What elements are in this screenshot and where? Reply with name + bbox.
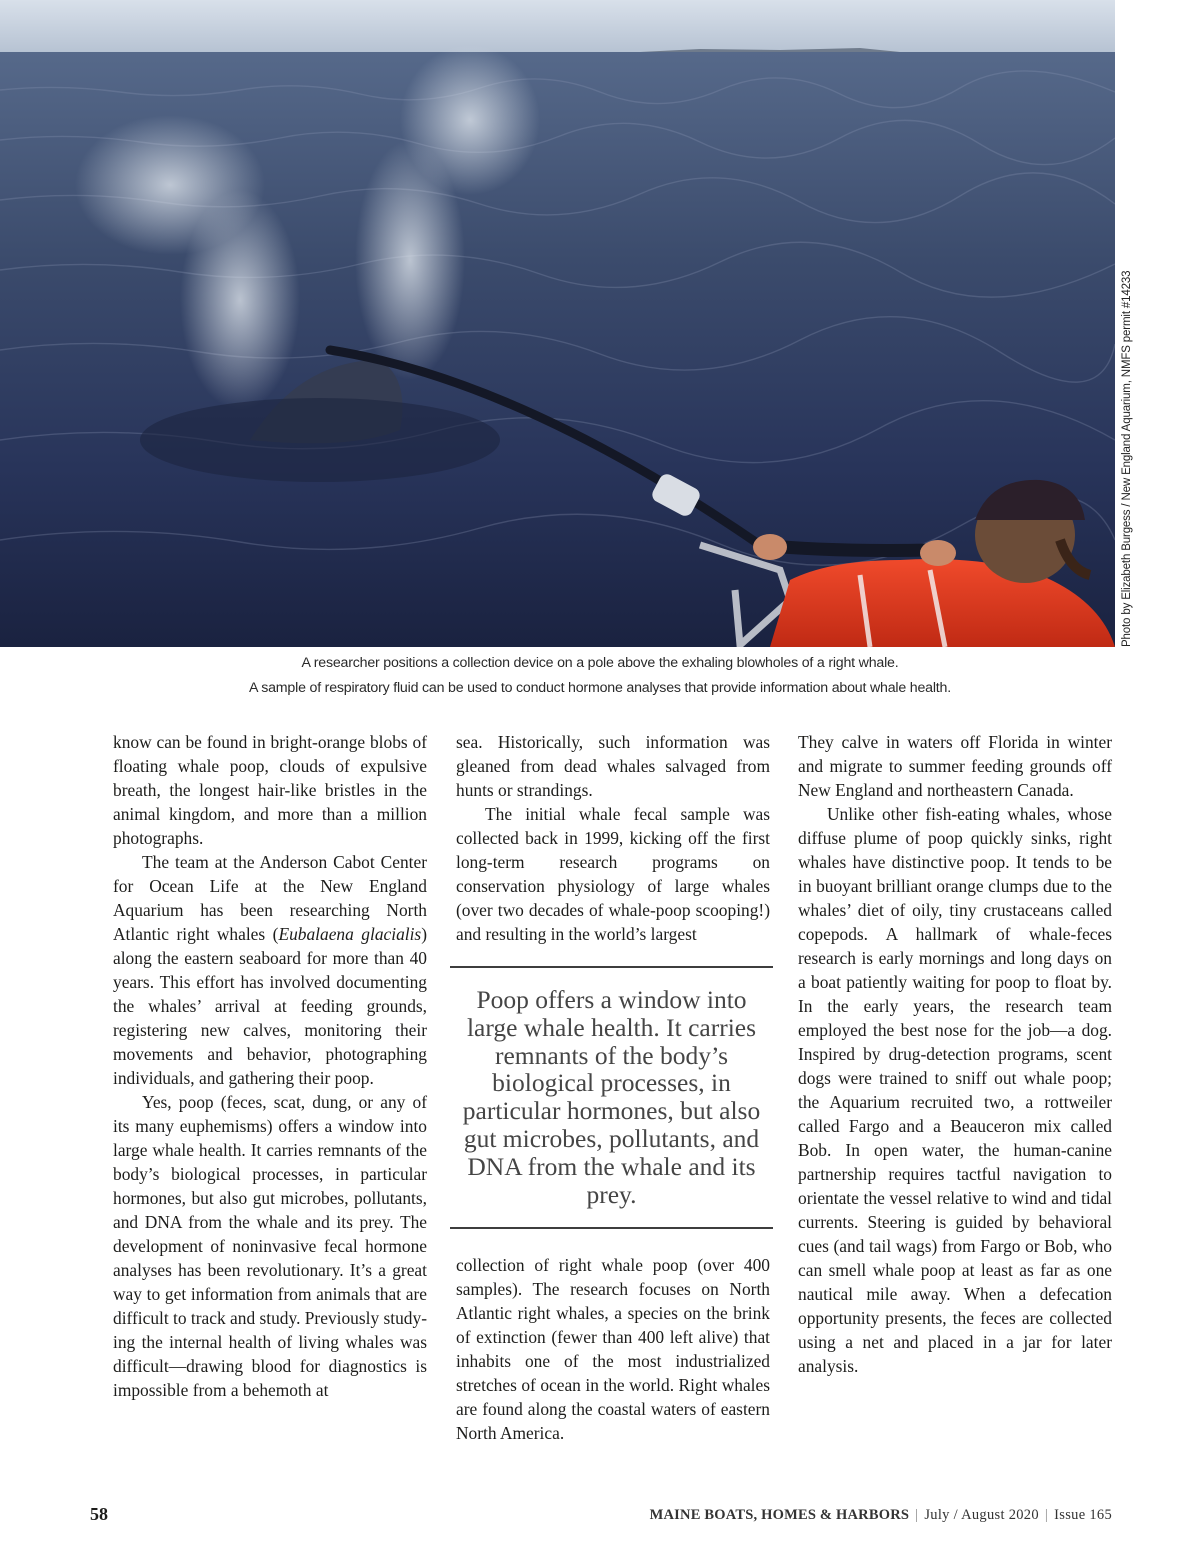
article-column-2-top [456, 730, 770, 946]
species-name: Eubalaena glacialis [278, 924, 422, 944]
paragraph: collection of right whale poop (over 400 samples). The research focuses on North Atlantic right whales, a species on the brink of extinction (fewer than 400 left alive) that inhabits one of the most industrialized stretches of ocean in the world. Right whales are found along the coastal waters of eastern North America. [456, 1255, 770, 1443]
paragraph: The initial whale fecal sample was collected back in 1999, kicking off the first long-term research programs on conservation physiology of large whales (over two decades of whale-poop scooping!) and resulting in the world’s largest [456, 804, 770, 944]
photo-credit: Photo by Elizabeth Burgess / New England Aquarium, NMFS permit #14233 [1121, 270, 1133, 647]
text-run: ) along the eastern seaboard for more than 40 years. This effort has involved documenting the whales’ arrival at feeding grounds, registering new calves, monitoring their movements and behavior, photographing individuals, and gathering their poop. [113, 924, 427, 1088]
spray-column-left [180, 190, 300, 410]
photo-caption-line-1: A researcher positions a collection device on a pole above the exhaling blowholes of a right whale. [301, 655, 899, 671]
spray-column-right [355, 140, 465, 380]
article-column-1 [113, 730, 427, 1402]
issue-number: Issue 165 [1054, 1507, 1112, 1523]
paragraph [113, 850, 427, 1090]
whale-research-illustration [0, 0, 1115, 647]
paragraph: Unlike other fish-eating whales, whose diffuse plume of poop quickly sinks, right whales have distinctive poop. It tends to be in buoyant brilliant orange clumps due to the whales’ diet of oily, tiny crustaceans called copepods. A hallmark of whale-feces research is early mornings and long days on a boat patiently waiting for poop to float by. In the early years, the research team employed the best nose for the job—a dog. Inspired by drug-detection programs, scent dogs were trained to sniff out whale poop; the Aquarium recruited two, a rottweiler called Fargo and a Beauceron mix called Bob. In open water, the human-canine partnership requires tactful navigation to orientate the vessel relative to wind and tidal currents. Steering is guided by behavioral cues (and tail wags) from Fargo or Bob, who can smell whale poop at least as far as one nautical mile away. When a defecation opportunity presents, the feces are collected using a net and placed in a jar for later analysis. [798, 804, 1112, 1376]
article-column-2-bottom [456, 1253, 770, 1445]
running-footer [650, 1507, 1112, 1524]
sky [0, 0, 1115, 52]
paragraph: They calve in waters off Florida in winter and migrate to summer feeding grounds off New England and northeastern Canada. [798, 732, 1112, 800]
pull-quote: Poop offers a window into large whale health. It carries remnants of the body’s biological processes, in particular hormones, but also gut microbes, pollutants, and DNA from the whale and its prey. [462, 985, 761, 1209]
pullquote-bottom-rule [450, 1227, 773, 1229]
paragraph: sea. Historically, such information was gleaned from dead whales salvaged from hunts or strandings. [456, 732, 770, 800]
footer-separator: | [1044, 1507, 1049, 1523]
magazine-name: MAINE BOATS, HOMES & HARBORS [649, 1507, 910, 1523]
paragraph: Yes, poop (feces, scat, dung, or any of its many euphemisms) offers a window into large whale health. It carries remnants of the body’s biological processes, in particular hormones, but also gut microbes, pollutants, and DNA from the whale and its prey. The development of noninvasive fecal hormone analyses has been revolutionary. It’s a great way to get information from animals that are difficult to track and study. Previously studying the internal health of living whales was difficult—drawing blood for diagnostics is impossible from a behemoth at [113, 1092, 427, 1400]
footer-separator: | [915, 1507, 919, 1523]
text-run: The team at the Anderson Cabot Center for Ocean Life at the New England Aquarium has been researching North Atlantic right whales ( [113, 852, 427, 944]
researcher-right-hand [920, 540, 956, 566]
article-column-3 [798, 730, 1112, 1378]
hero-photo [0, 0, 1115, 647]
pullquote-top-rule [450, 966, 773, 968]
photo-caption-line-2: A sample of respiratory fluid can be used to conduct hormone analyses that provide information about whale health. [249, 680, 951, 696]
paragraph: know can be found in bright-orange blobs of floating whale poop, clouds of expulsive breath, the longest hair-like bristles in the animal kingdom, and more than a million photographs. [113, 732, 427, 848]
researcher-left-hand [753, 534, 787, 560]
issue-date: July / August 2020 [924, 1507, 1039, 1523]
whale-wake [140, 398, 500, 482]
page-number: 58 [90, 1504, 108, 1524]
